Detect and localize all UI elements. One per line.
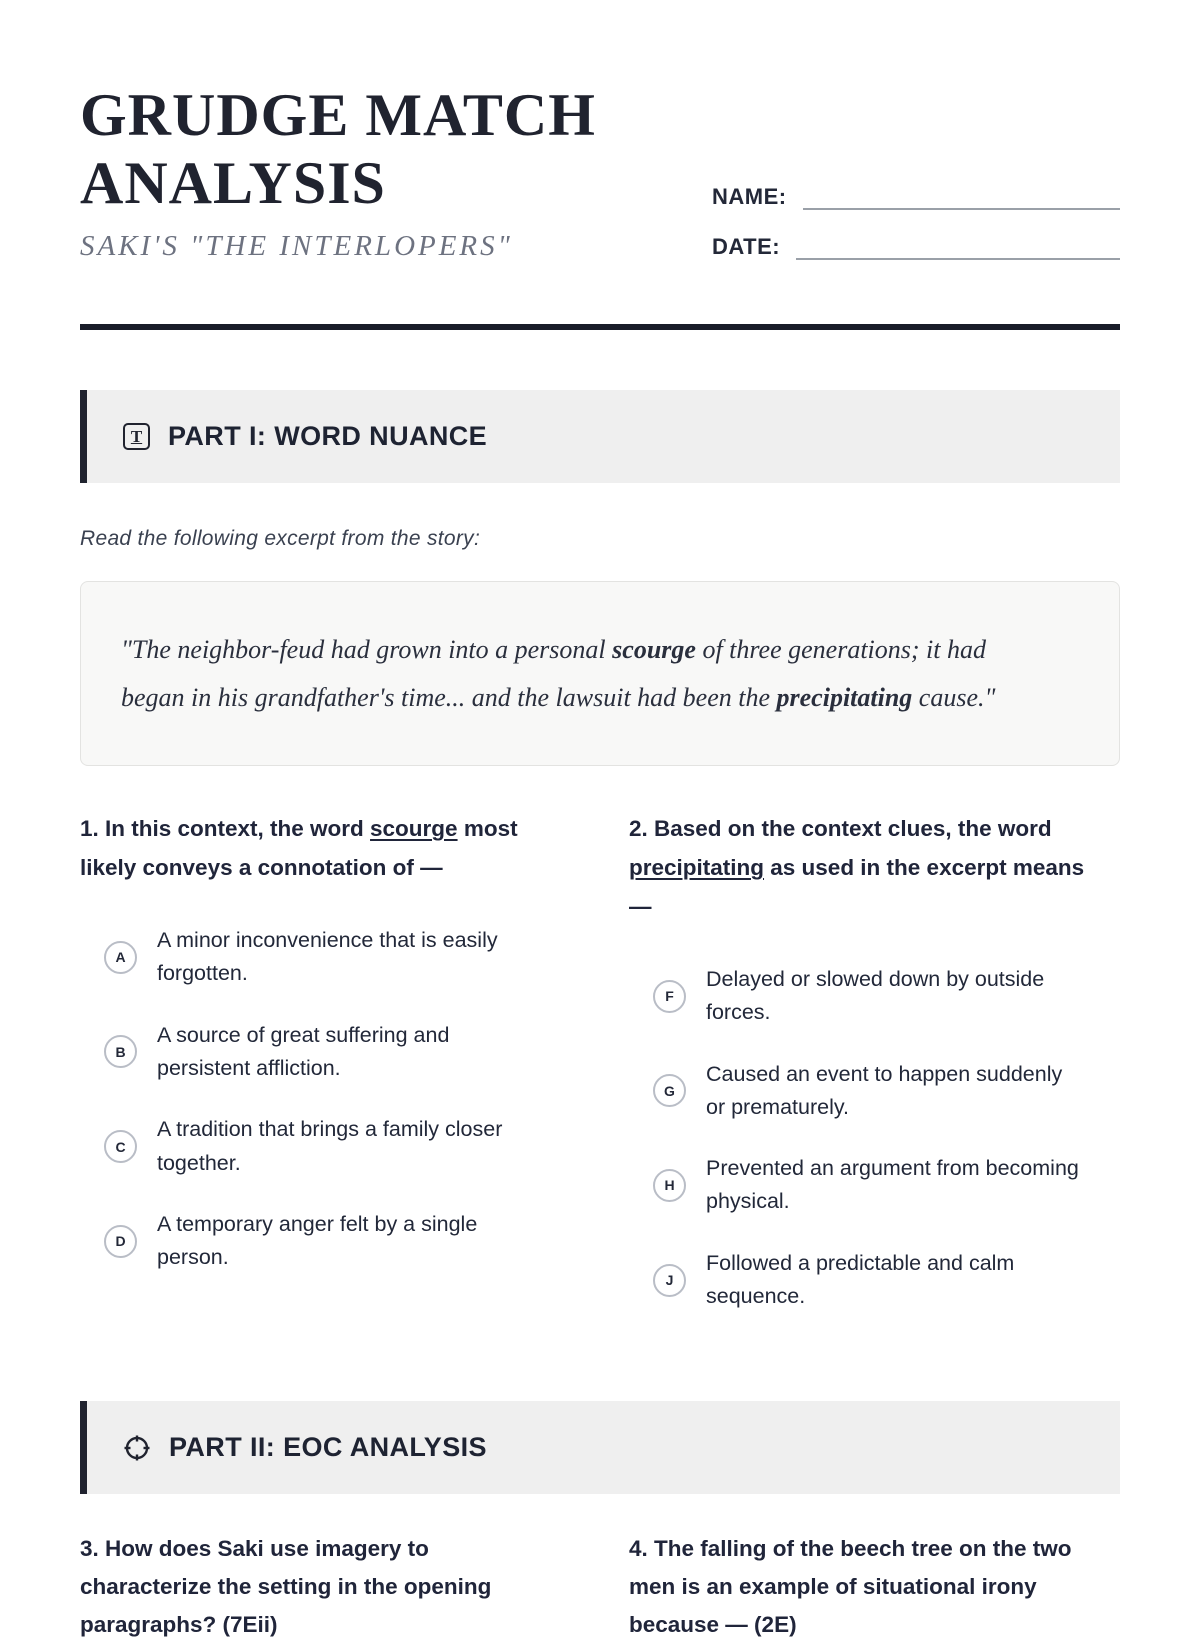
title-line-1: GRUDGE MATCH [80, 82, 596, 148]
option-b-text: A source of great suffering and persistent affliction. [157, 1022, 450, 1080]
option-d[interactable] [104, 1208, 571, 1275]
option-j[interactable] [653, 1247, 1120, 1314]
option-d-bubble[interactable]: D [104, 1225, 137, 1258]
part1-instruction: Read the following excerpt from the story: [80, 527, 481, 550]
question-2-prompt [629, 810, 1099, 927]
part1-heading: PART I: WORD NUANCE [168, 421, 488, 451]
option-d-text: A temporary anger felt by a single person. [157, 1211, 478, 1270]
part1-questions [80, 810, 1120, 1341]
excerpt-quote-box [80, 581, 1120, 766]
q1-prompt-post: most likely conveys a connotation of — [80, 816, 518, 881]
excerpt-text [121, 626, 1051, 721]
excerpt-mid: of three generations; it had began in his grandfather's time... and the lawsuit had been the [121, 635, 986, 712]
excerpt-bold-scourge: scourge [612, 635, 696, 664]
option-a-bubble[interactable]: A [104, 941, 137, 974]
q2-underlined-word: precipitating [629, 855, 765, 881]
q2-prompt-pre: 2. Based on the context clues, the word [629, 816, 1052, 842]
part2-questions [80, 1530, 1120, 1643]
page-title [80, 82, 596, 218]
option-j-text: Followed a predictable and calm sequence. [706, 1250, 1015, 1309]
question-1-prompt [80, 810, 550, 888]
q2-prompt-post: as used in the excerpt means — [629, 855, 1085, 919]
option-f[interactable] [653, 963, 1120, 1030]
option-g[interactable] [653, 1058, 1120, 1125]
option-f-bubble[interactable]: F [653, 980, 686, 1013]
option-j-bubble[interactable]: J [653, 1264, 686, 1297]
option-c-text: A tradition that brings a family closer together. [157, 1117, 503, 1175]
option-b-bubble[interactable]: B [104, 1035, 137, 1068]
excerpt-bold-precipitating: precipitating [776, 682, 913, 712]
option-a-text: A minor inconvenience that is easily forgotten. [157, 928, 498, 986]
part1-section-header [80, 390, 1120, 483]
question-1 [80, 810, 571, 1341]
question-4-prompt: 4. The falling of the beech tree on the two men is an example of situational irony because — (2E) [629, 1536, 1072, 1638]
date-write-line[interactable] [796, 234, 1120, 260]
date-label: DATE: [712, 234, 781, 259]
option-a[interactable] [104, 924, 571, 991]
excerpt-post: cause." [912, 682, 996, 712]
title-block [80, 82, 596, 284]
part2-section-header [80, 1401, 1120, 1494]
page-subtitle: SAKI'S "THE INTERLOPERS" [80, 229, 513, 262]
question-2-options [629, 963, 1120, 1314]
name-field-row [712, 184, 1120, 210]
option-c[interactable] [104, 1113, 571, 1180]
option-c-bubble[interactable]: C [104, 1130, 137, 1163]
option-h[interactable] [653, 1152, 1120, 1219]
question-2 [629, 810, 1120, 1341]
name-write-line[interactable] [803, 184, 1120, 210]
option-g-text: Caused an event to happen suddenly or prematurely. [706, 1061, 1063, 1119]
option-h-bubble[interactable]: H [653, 1169, 686, 1202]
date-field-row [712, 234, 1120, 260]
title-line-2: ANALYSIS [80, 149, 386, 216]
excerpt-pre: "The neighbor-feud had grown into a personal [121, 635, 613, 664]
name-date-fields [712, 184, 1120, 284]
question-1-options [80, 924, 571, 1275]
header-divider-rule [80, 324, 1120, 330]
question-3-prompt: 3. How does Saki use imagery to characterize the setting in the opening paragraphs? (7Eii) [80, 1536, 492, 1638]
header [80, 0, 1120, 284]
option-g-bubble[interactable]: G [653, 1074, 686, 1107]
text-type-icon: T [123, 423, 150, 450]
target-crosshair-icon [123, 1434, 151, 1462]
option-h-text: Prevented an argument from becoming physical. [706, 1156, 1079, 1214]
q1-prompt-pre: 1. In this context, the word [80, 816, 371, 842]
option-b[interactable] [104, 1019, 571, 1086]
option-f-text: Delayed or slowed down by outside forces. [706, 966, 1045, 1025]
name-label: NAME: [712, 184, 787, 209]
q1-underlined-word: scourge [370, 816, 458, 842]
part2-heading: PART II: EOC ANALYSIS [169, 1432, 487, 1463]
